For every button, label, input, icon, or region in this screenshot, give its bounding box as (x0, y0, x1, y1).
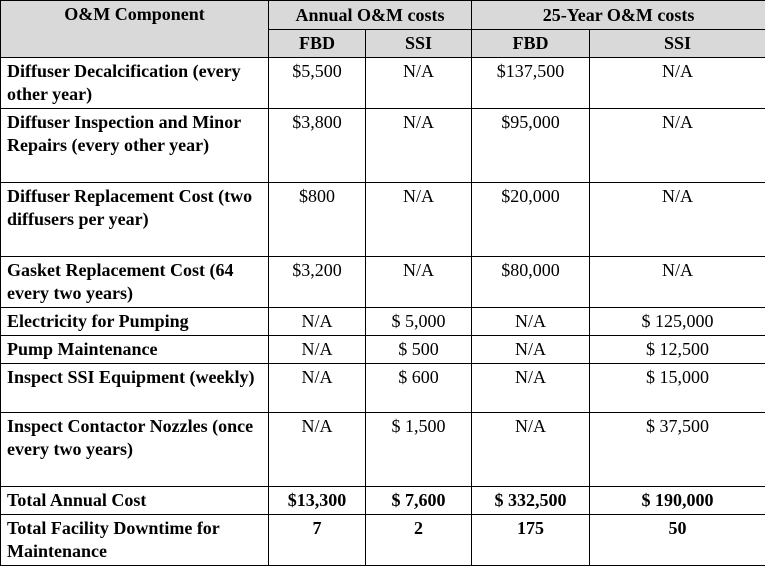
row-component: Total Annual Cost (1, 487, 269, 515)
cell-25yr-ssi: $ 15,000 (590, 364, 765, 413)
cell-25yr-ssi: $ 37,500 (590, 413, 765, 487)
table-row (1, 109, 765, 183)
cell-annual-ssi: $ 500 (366, 336, 472, 364)
row-component: Diffuser Decalcification (every other year) (1, 58, 269, 109)
cell-annual-ssi: $ 1,500 (366, 413, 472, 487)
header-component: O&M Component (1, 1, 269, 58)
table-row (1, 336, 765, 364)
row-component: Gasket Replacement Cost (64 every two years) (1, 257, 269, 308)
cell-25yr-fbd: $80,000 (472, 257, 590, 308)
cell-25yr-fbd: $ 332,500 (472, 487, 590, 515)
cell-annual-ssi: N/A (366, 58, 472, 109)
cell-25yr-fbd: $95,000 (472, 109, 590, 183)
cell-annual-fbd: $5,500 (269, 58, 366, 109)
total-row (1, 487, 765, 515)
total-row (1, 515, 765, 566)
table-row (1, 183, 765, 257)
cell-annual-ssi: N/A (366, 183, 472, 257)
cell-25yr-ssi: N/A (590, 257, 765, 308)
cell-annual-fbd: $800 (269, 183, 366, 257)
cell-annual-ssi: $ 5,000 (366, 308, 472, 336)
row-component: Total Facility Downtime for Maintenance (1, 515, 269, 566)
cell-annual-ssi: N/A (366, 257, 472, 308)
table-row (1, 364, 765, 413)
table-row (1, 58, 765, 109)
cell-25yr-fbd: N/A (472, 413, 590, 487)
header-annual-costs: Annual O&M costs (269, 1, 472, 30)
cell-annual-fbd: N/A (269, 364, 366, 413)
cell-25yr-ssi: $ 190,000 (590, 487, 765, 515)
cell-annual-ssi: $ 600 (366, 364, 472, 413)
header-25yr-fbd: FBD (472, 30, 590, 58)
cell-25yr-ssi: N/A (590, 58, 765, 109)
cell-25yr-ssi: $ 12,500 (590, 336, 765, 364)
cell-annual-fbd: $13,300 (269, 487, 366, 515)
table-row (1, 308, 765, 336)
row-component: Diffuser Inspection and Minor Repairs (every other year) (1, 109, 269, 183)
cell-annual-fbd: $3,200 (269, 257, 366, 308)
header-25yr-ssi: SSI (590, 30, 765, 58)
header-annual-fbd: FBD (269, 30, 366, 58)
cell-25yr-fbd: $137,500 (472, 58, 590, 109)
cell-annual-ssi: 2 (366, 515, 472, 566)
row-component: Electricity for Pumping (1, 308, 269, 336)
cell-annual-ssi: N/A (366, 109, 472, 183)
cell-annual-fbd: $3,800 (269, 109, 366, 183)
cell-25yr-fbd: N/A (472, 364, 590, 413)
cell-25yr-fbd: N/A (472, 336, 590, 364)
cell-25yr-ssi: N/A (590, 183, 765, 257)
cell-25yr-ssi: $ 125,000 (590, 308, 765, 336)
cell-25yr-ssi: 50 (590, 515, 765, 566)
cell-annual-fbd: 7 (269, 515, 366, 566)
cell-annual-fbd: N/A (269, 336, 366, 364)
cell-25yr-fbd: 175 (472, 515, 590, 566)
cell-annual-fbd: N/A (269, 308, 366, 336)
cell-annual-fbd: N/A (269, 413, 366, 487)
row-component: Inspect Contactor Nozzles (once every two years) (1, 413, 269, 487)
cell-25yr-ssi: N/A (590, 109, 765, 183)
table-row (1, 413, 765, 487)
header-25-year-costs: 25-Year O&M costs (472, 1, 765, 30)
row-component: Inspect SSI Equipment (weekly) (1, 364, 269, 413)
header-annual-ssi: SSI (366, 30, 472, 58)
cell-annual-ssi: $ 7,600 (366, 487, 472, 515)
cell-25yr-fbd: N/A (472, 308, 590, 336)
row-component: Diffuser Replacement Cost (two diffusers per year) (1, 183, 269, 257)
cell-25yr-fbd: $20,000 (472, 183, 590, 257)
table-row (1, 257, 765, 308)
row-component: Pump Maintenance (1, 336, 269, 364)
